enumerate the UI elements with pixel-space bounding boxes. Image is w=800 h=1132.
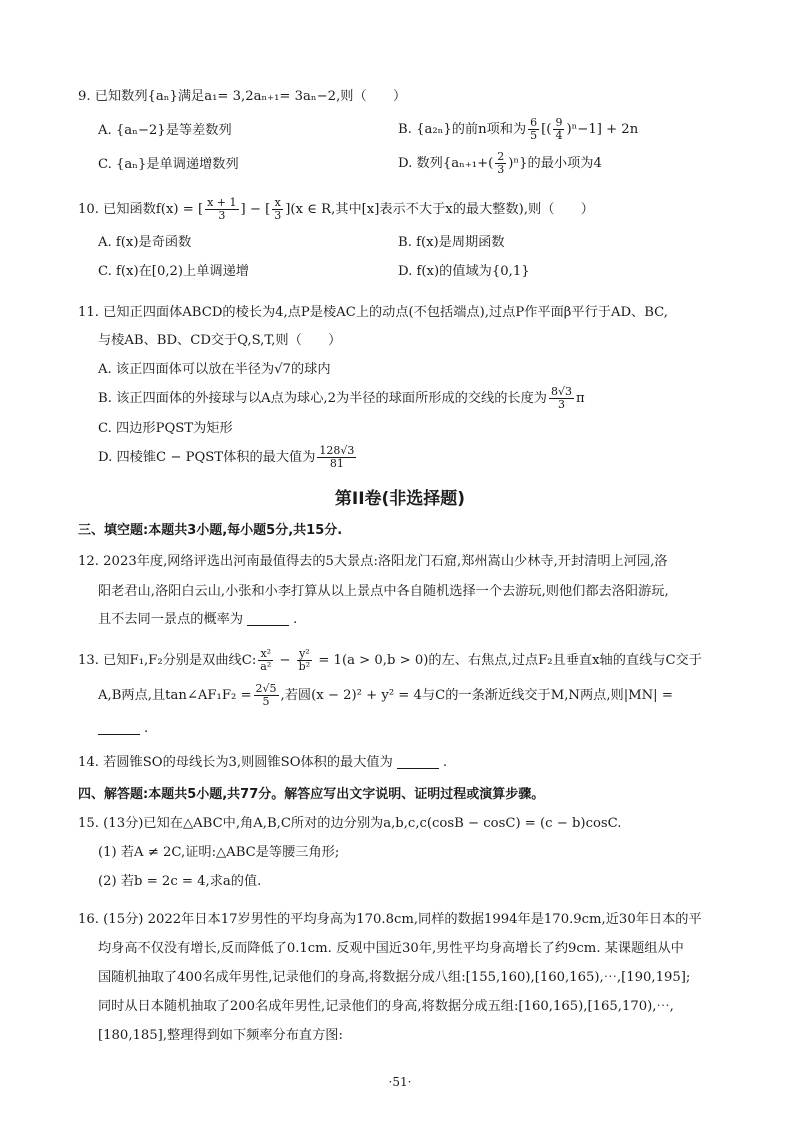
q13-line1: 13. 已知F₁,F₂分别是双曲线C: $\frac{\text{x²}}{\text{a²}}$ − $\frac{\text{y²}}{\text{b²}}$ = 1(a > 0,b > 0)的左、右焦点,过点F₂且垂直x轴的直线与C交于 bbox=[78, 647, 702, 674]
q10-stem: 10. 已知函数f(x) = [ $\frac{x + 1}{3}$ ] − [ $\frac{x}{3}$ ](x ∈ R,其中[x]表示不大于x的最大整数),则（ ） bbox=[78, 196, 594, 223]
q16-line2: 均身高不仅没有增长,反而降低了0.1cm. 反观中国近30年,男性平均身高增长了约9cm. 某课题组从中 bbox=[98, 941, 684, 956]
q9-option-d: D. 数列{aₙ₊₁+( $\frac{2}{3}$ )ⁿ}的最小项为4 bbox=[398, 150, 602, 177]
fraction: $\frac{8√3}{3}$ bbox=[551, 385, 573, 412]
q10-option-a: A. f(x)是奇函数 bbox=[98, 235, 192, 250]
q12-line1: 12. 2023年度,网络评选出河南最值得去的5大景点:洛阳龙门石窟,郑州嵩山少林寺,开封清明上河园,洛 bbox=[78, 554, 668, 569]
q11-option-a: A. 该正四面体可以放在半径为√7的球内 bbox=[98, 362, 331, 377]
q15-stem: 15. (13分)已知在△ABC中,角A,B,C所对的边分别为a,b,c,c(cosB − cosC) = (c − b)cosC. bbox=[78, 816, 622, 831]
q11-stem-line2: 与棱AB、BD、CD交于Q,S,T,则（ ） bbox=[98, 333, 342, 348]
q10-option-c: C. f(x)在[0,2)上单调递增 bbox=[98, 264, 249, 279]
q16-line3: 国随机抽取了400名成年男性,记录他们的身高,将数据分成八组:[155,160),[160,165),⋯,[190,195]; bbox=[98, 970, 691, 985]
section-4-heading: 四、解答题:本题共5小题,共77分。解答应写出文字说明、证明过程或演算步骤。 bbox=[78, 787, 545, 802]
fraction: $\frac{2}{3}$ bbox=[497, 150, 505, 177]
answer-blank bbox=[247, 613, 289, 626]
fraction: $\frac{9}{4}$ bbox=[555, 116, 563, 143]
q9-option-a: A. {aₙ−2}是等差数列 bbox=[98, 123, 232, 138]
q13-line3: . bbox=[98, 722, 148, 735]
q15-part2: (2) 若b = 2c = 4,求a的值. bbox=[98, 874, 262, 889]
q10-option-d: D. f(x)的值域为{0,1} bbox=[398, 264, 530, 279]
fraction: $\frac{2√5}{5}$ bbox=[255, 682, 277, 709]
q11-option-d: D. 四棱锥C − PQST体积的最大值为 $\frac{128√3}{81}$ bbox=[98, 444, 355, 471]
fraction: $\frac{x + 1}{3}$ bbox=[207, 196, 237, 223]
q11-stem-line1: 11. 已知正四面体ABCD的棱长为4,点P是棱AC上的动点(不包括端点),过点P作平面β平行于AD、BC, bbox=[78, 305, 668, 320]
q12-line2: 阳老君山,洛阳白云山,小张和小李打算从以上景点中各自随机选择一个去游玩,则他们都去洛阳游玩, bbox=[98, 584, 669, 599]
fraction: $\frac{x}{3}$ bbox=[274, 196, 282, 223]
q9-stem: 9. 已知数列{aₙ}满足a₁= 3,2aₙ₊₁= 3aₙ−2,则（ ） bbox=[78, 89, 407, 104]
q16-line5: [180,185],整理得到如下频率分布直方图: bbox=[98, 1028, 343, 1043]
q12-line3: 且不去同一景点的概率为 . bbox=[98, 612, 298, 627]
page-number: ·51· bbox=[388, 1075, 412, 1089]
q10-option-b: B. f(x)是周期函数 bbox=[398, 235, 505, 250]
section-3-heading: 三、填空题:本题共3小题,每小题5分,共15分. bbox=[78, 523, 343, 538]
q15-part1: (1) 若A ≠ 2C,证明:△ABC是等腰三角形; bbox=[98, 845, 340, 860]
q11-option-b: B. 该正四面体的外接球与以A点为球心,2为半径的球面所形成的交线的长度为 $\frac{8√3}{3}$ π bbox=[98, 385, 585, 412]
fraction: $\frac{\text{y²}}{\text{b²}}$ bbox=[298, 647, 311, 674]
q13-line2: A,B两点,且tan∠AF₁F₂ = $\frac{2√5}{5}$ ,若圆(x − 2)² + y² = 4与C的一条渐近线交于M,N两点,则|MN| = bbox=[98, 682, 673, 709]
answer-blank bbox=[98, 722, 140, 735]
fraction: $\frac{128√3}{81}$ bbox=[319, 444, 355, 471]
fraction: $\frac{6}{5}$ bbox=[530, 116, 538, 143]
fraction: $\frac{\text{x²}}{\text{a²}}$ bbox=[260, 647, 272, 674]
q9-option-c: C. {aₙ}是单调递增数列 bbox=[98, 157, 239, 172]
part2-title: 第II卷(非选择题) bbox=[334, 489, 466, 509]
answer-blank bbox=[397, 756, 439, 769]
q16-line1: 16. (15分) 2022年日本17岁男性的平均身高为170.8cm,同样的数据1994年是170.9cm,近30年日本的平 bbox=[78, 912, 702, 927]
q11-option-c: C. 四边形PQST为矩形 bbox=[98, 421, 233, 436]
q14-stem: 14. 若圆锥SO的母线长为3,则圆锥SO体积的最大值为 . bbox=[78, 755, 448, 770]
q16-line4: 同时从日本随机抽取了200名成年男性,记录他们的身高,将数据分成五组:[160,165),[165,170),⋯, bbox=[98, 999, 674, 1014]
q9-option-b: B. {a₂ₙ}的前n项和为 $\frac{6}{5}$ [( $\frac{9}{4}$ )ⁿ−1] + 2n bbox=[398, 116, 639, 143]
